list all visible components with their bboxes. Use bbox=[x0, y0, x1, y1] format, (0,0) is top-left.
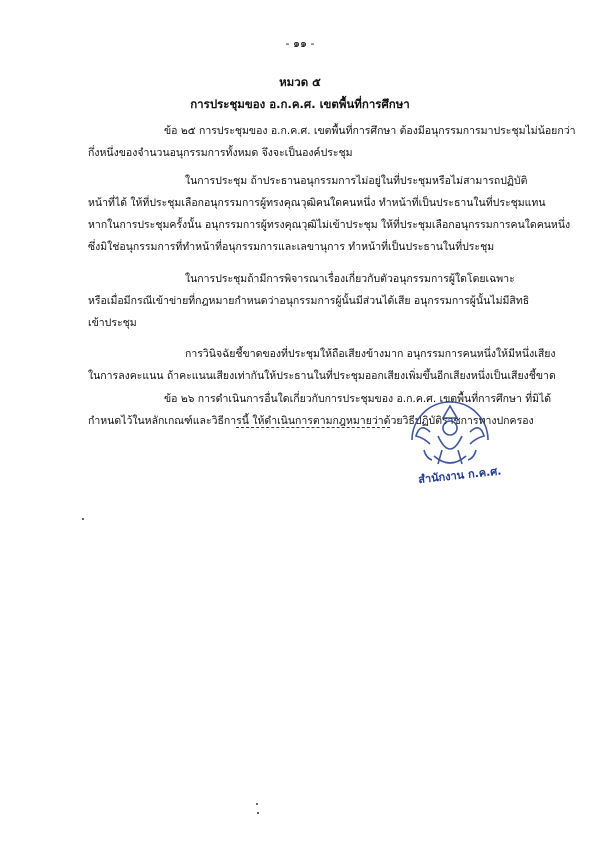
end-divider bbox=[236, 427, 390, 428]
paragraph-line: ในการประชุม ถ้าประธานอนุกรรมการไม่อยู่ในที่ประชุมหรือไม่สามารถปฏิบัติ bbox=[185, 175, 528, 187]
chapter-heading: การประชุมของ อ.ก.ค.ศ. เขตพื้นที่การศึกษา bbox=[190, 97, 410, 111]
page-number: - ๑๑ - bbox=[285, 37, 315, 50]
paragraph-line: ในการลงคะแนน ถ้าคะแนนเสียงเท่ากันให้ประธานในที่ประชุมออกเสียงเพิ่มขึ้นอีกเสียงหนึ่งเป็นเสียงชี้ขาด bbox=[88, 370, 556, 382]
scan-speck bbox=[256, 803, 258, 805]
paragraph-line: หน้าที่ได้ ให้ที่ประชุมเลือกอนุกรรมการผู้ทรงคุณวุฒิคนใดคนหนึ่ง ทำหน้าที่เป็นประธานในที่ประชุมแทน bbox=[88, 197, 546, 209]
paragraph-line: กึ่งหนึ่งของจำนวนอนุกรรมการทั้งหมด จึงจะเป็นองค์ประชุม bbox=[88, 147, 353, 159]
paragraph-line: หากในการประชุมครั้งนั้น อนุกรรมการผู้ทรงคุณวุฒิไม่เข้าประชุม ให้ที่ประชุมเลือกอนุกรรมการคนใดคนหนึ่ง bbox=[88, 219, 571, 231]
scan-speck bbox=[82, 518, 84, 520]
paragraph-line: ในการประชุมถ้ามีการพิจารณาเรื่องเกี่ยวกับตัวอนุกรรมการผู้ใดโดยเฉพาะ bbox=[185, 273, 515, 285]
chapter-title: หมวด ๕ bbox=[279, 75, 321, 89]
scan-speck bbox=[257, 812, 259, 814]
paragraph-line: กำหนดไว้ในหลักเกณฑ์และวิธีการนี้ ให้ดำเนินการตามกฎหมายว่าด้วยวิธีปฏิบัติราชการทางปกครอง bbox=[88, 415, 534, 427]
paragraph-line: ข้อ ๒๖ การดำเนินการอื่นใดเกี่ยวกับการประชุมของ อ.ก.ค.ศ. เขตพื้นที่การศึกษา ที่มิได้ bbox=[164, 393, 552, 405]
paragraph-line: หรือเมื่อมีกรณีเข้าข่ายที่กฎหมายกำหนดว่าอนุกรรมการผู้นั้นมีส่วนได้เสีย อนุกรรมการผู้นั้นไม่มีสิทธิ bbox=[88, 295, 530, 307]
official-seal-stamp bbox=[402, 392, 503, 488]
paragraph-line: ข้อ ๒๕ การประชุมของ อ.ก.ค.ศ. เขตพื้นที่การศึกษา ต้องมีอนุกรรมการมาประชุมไม่น้อยกว่า bbox=[164, 125, 576, 137]
paragraph-line: ซึ่งมิใช่อนุกรรมการที่ทำหน้าที่อนุกรรมการและเลขานุการ ทำหน้าที่เป็นประธานในที่ประชุม bbox=[88, 241, 495, 253]
paragraph-line: เข้าประชุม bbox=[88, 317, 137, 329]
paragraph-line: การวินิจฉัยชี้ขาดของที่ประชุมให้ถือเสียงข้างมาก อนุกรรมการคนหนึ่งให้มีหนึ่งเสียง bbox=[185, 348, 556, 360]
seal-caption: สำนักงาน ก.ค.ศ. bbox=[417, 464, 503, 487]
